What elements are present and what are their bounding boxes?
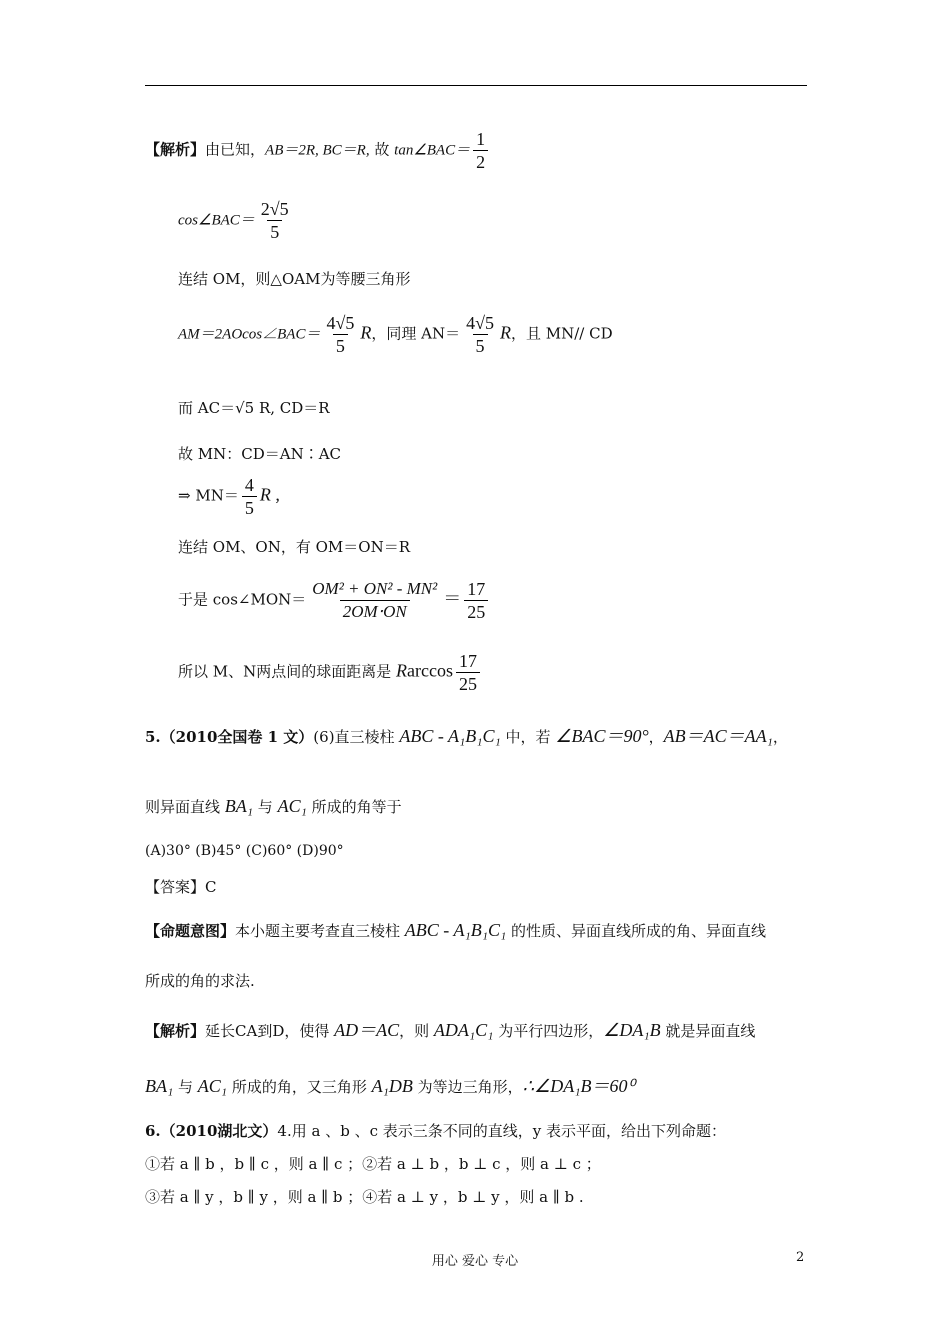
math: ADA₁C₁: [433, 1020, 494, 1040]
denominator: 5: [333, 334, 348, 357]
text: ，: [772, 728, 788, 746]
page-footer: 用心 爱心 专心: [431, 1254, 519, 1269]
section-label: 【命题意图】: [145, 922, 236, 940]
fraction: [309, 578, 440, 623]
math: AB＝AC＝AA₁: [663, 726, 773, 746]
text: 由已知，: [205, 140, 266, 159]
solution-line-6: 故 MN：CD＝AN∶AC: [178, 445, 342, 463]
question-5-line-2: [145, 796, 402, 817]
solution-line-3: 连结 OM，则△OAM为等腰三角形: [178, 270, 411, 288]
section-label: 【解析】: [145, 1022, 206, 1040]
math: R: [396, 660, 408, 681]
denominator: 5: [242, 496, 257, 519]
text: ，同理 AN＝: [371, 324, 461, 343]
math: R: [360, 322, 372, 343]
denominator: 5: [473, 334, 488, 357]
page-number: 2: [796, 1250, 805, 1265]
question-5-intent-line-2: 所成的角的求法.: [145, 972, 255, 990]
math: AM＝2AOcos∠BAC＝: [178, 326, 321, 343]
text: 延长CA到D，使得: [205, 1022, 335, 1040]
math: tan∠BAC＝: [394, 142, 471, 159]
solution-line-5: 而 AC＝√5 R, CD＝R: [178, 399, 330, 417]
math: A₁DB: [371, 1076, 413, 1096]
question-5-solution: [145, 1016, 755, 1042]
math: ABC - A₁B₁C₁: [404, 920, 507, 940]
text: ⇒ MN＝: [178, 486, 239, 505]
math: ＝: [443, 588, 462, 609]
question-6-line-2: ①若 a ∥ b ，b ∥ c ，则 a ∥ c ；②若 a ⊥ b ，b ⊥ c ，则 a ⊥ c ；: [145, 1155, 601, 1173]
text: (6)直三棱柱: [313, 728, 400, 746]
text: 所成的角等于: [306, 798, 402, 816]
numerator: OM² + ON² - MN²: [312, 579, 438, 598]
math: R: [500, 322, 511, 343]
fraction: [456, 650, 480, 695]
fraction: [242, 474, 257, 519]
solution-line-10: [178, 650, 483, 695]
question-5-answer: 【答案】C: [145, 878, 217, 896]
solution-line-1: [145, 128, 491, 173]
text: 本小题主要考查直三棱柱: [235, 922, 405, 940]
text: 就是异面直线: [660, 1022, 756, 1040]
math: R ,: [259, 484, 280, 505]
numerator: 4√5: [466, 313, 494, 333]
math: AB＝2R, BC＝R,: [265, 142, 370, 159]
text: 中，若: [500, 728, 556, 746]
text: 与: [253, 798, 278, 816]
question-5-intent: [145, 920, 766, 941]
fraction: [473, 128, 488, 173]
text: 故: [369, 140, 395, 159]
numerator: 4: [244, 475, 254, 495]
math: AC₁: [197, 1076, 228, 1096]
solution-line-9: [178, 578, 491, 623]
solution-line-8: 连结 OM、ON，有 OM＝ON＝R: [178, 538, 410, 556]
question-label: 5.（2010全国卷 1 文）: [145, 728, 314, 746]
text: ，: [648, 728, 664, 746]
fraction: [463, 312, 497, 357]
denominator: 25: [456, 672, 480, 695]
text: 于是 cos∠MON＝: [178, 590, 307, 609]
text: 与: [173, 1078, 198, 1096]
header-rule: [145, 85, 807, 86]
math: BA₁: [224, 796, 254, 816]
math: ∴∠DA₁B＝60⁰: [522, 1076, 635, 1096]
question-5-options: (A)30° (B)45° (C)60° (D)90°: [145, 843, 344, 859]
solution-line-4: [178, 312, 613, 357]
text: ，且 MN// CD: [511, 324, 613, 343]
question-5-line-1: [145, 722, 788, 748]
question-5-solution-line-2: [145, 1072, 635, 1098]
fraction: [464, 578, 488, 623]
section-label: 【解析】: [145, 140, 206, 159]
numerator: 2√5: [260, 199, 289, 219]
denominator: 5: [267, 220, 282, 243]
numerator: 17: [467, 579, 486, 599]
solution-line-2: [178, 198, 295, 243]
math: arccos: [407, 660, 453, 681]
math: AC₁: [277, 796, 307, 816]
question-6-line-1: [145, 1120, 726, 1141]
numerator: 17: [459, 651, 477, 671]
solution-line-7: [178, 474, 280, 519]
math: BA₁: [145, 1076, 174, 1096]
question-label: 6.（2010湖北文）: [145, 1122, 278, 1140]
fraction: [258, 198, 292, 243]
question-6-line-3: ③若 a ∥ y ，b ∥ y ，则 a ∥ b ；④若 a ⊥ y ，b ⊥ y ，则 a ∥ b .: [145, 1188, 584, 1206]
math: ABC - A₁B₁C₁: [399, 726, 501, 746]
text: 为等边三角形，: [412, 1078, 523, 1096]
numerator: 4√5: [326, 313, 355, 333]
text: 所成的角，又三角形: [227, 1078, 372, 1096]
numerator: 1: [476, 129, 486, 149]
math: AD＝AC: [334, 1020, 400, 1040]
text: 所以 M、N两点间的球面距离是: [178, 662, 397, 681]
text: 的性质、异面直线所成的角、异面直线: [506, 922, 767, 940]
fraction: [323, 312, 357, 357]
denominator: 2OM⋅ON: [340, 600, 410, 623]
text: ，则: [399, 1022, 434, 1040]
math: ∠BAC＝90°: [555, 726, 649, 746]
denominator: 2: [473, 150, 488, 173]
text: 则异面直线: [145, 798, 225, 816]
denominator: 25: [464, 600, 488, 623]
text: 4.用 a 、b 、c 表示三条不同的直线，y 表示平面，给出下列命题：: [277, 1122, 726, 1140]
text: 为平行四边形，: [493, 1022, 604, 1040]
math: cos∠BAC＝: [178, 212, 255, 229]
math: ∠DA₁B: [603, 1020, 661, 1040]
